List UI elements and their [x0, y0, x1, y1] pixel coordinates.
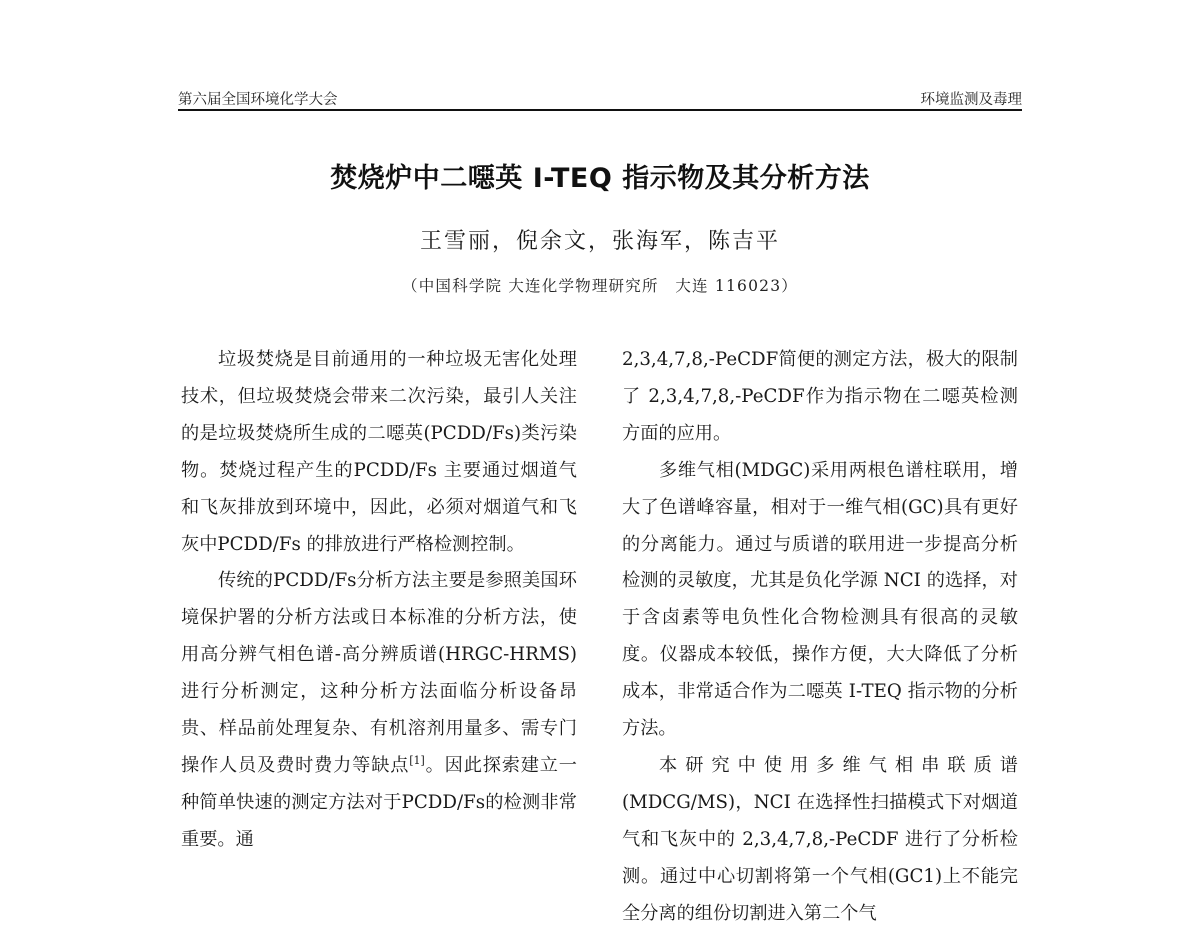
right-column — [622, 342, 1018, 933]
paragraph — [181, 563, 577, 858]
author-list: 王雪丽，倪余文，张海军，陈吉平 — [419, 229, 780, 254]
citation-ref: [1] — [409, 753, 425, 767]
paragraph: 本研究中使用多维气相串联质谱(MDCG/MS)，NCI 在选择性扫描模式下对烟道气和飞灰中的 2,3,4,7,8,-PeCDF 进行了分析检测。通过中心切割将第一个气相(GC1)上不能完全分离的组份切割进入第二个气 — [622, 754, 1018, 924]
affiliation: （中国科学院 大连化学物理研究所 大连 116023） — [402, 277, 798, 295]
running-header — [178, 88, 1022, 110]
paragraph: 2,3,4,7,8,-PeCDF简便的测定方法，极大的限制了 2,3,4,7,8,-PeCDF作为指示物在二噁英检测方面的应用。 — [622, 349, 1018, 444]
paragraph: 多维气相(MDGC)采用两根色谱柱联用，增大了色谱峰容量，相对于一维气相(GC)具有更好的分离能力。通过与质谱的联用进一步提高分析检测的灵敏度，尤其是负化学源 NCI 的选择，对于含卤素等电负性化合物检测具有很高的灵敏度。仪器成本较低，操作方便，大大降低了分析成本，非常适合作为二噁英 I-TEQ 指示物的分析方法。 — [622, 459, 1018, 740]
conference-name: 第六届全国环境化学大会 — [178, 92, 338, 108]
section-name: 环境监测及毒理 — [920, 92, 1022, 108]
paragraph-text: 传统的PCDD/Fs分析方法主要是参照美国环境保护署的分析方法或日本标准的分析方法，使用高分辨气相色谱-高分辨质谱(HRGC-HRMS)进行分析测定，这种分析方法面临分析设备昂贵、样品前处理复杂、有机溶剂用量多、需专门操作人员及费时费力等缺点 — [181, 570, 577, 776]
paragraph: 垃圾焚烧是目前通用的一种垃圾无害化处理技术，但垃圾焚烧会带来二次污染，最引人关注的是垃圾焚烧所生成的二噁英(PCDD/Fs)类污染物。焚烧过程产生的PCDD/Fs 主要通过烟道气和飞灰排放到环境中，因此，必须对烟道气和飞灰中PCDD/Fs 的排放进行严格检测控制。 — [181, 349, 577, 555]
header-rule — [178, 109, 1022, 111]
paragraph-text: 。因此探索建立一种简单快速的测定方法对于PCDD/Fs的检测非常重要。通 — [181, 754, 577, 850]
paper-title: 焚烧炉中二噁英 I-TEQ 指示物及其分析方法 — [330, 163, 870, 194]
left-column — [181, 342, 577, 859]
